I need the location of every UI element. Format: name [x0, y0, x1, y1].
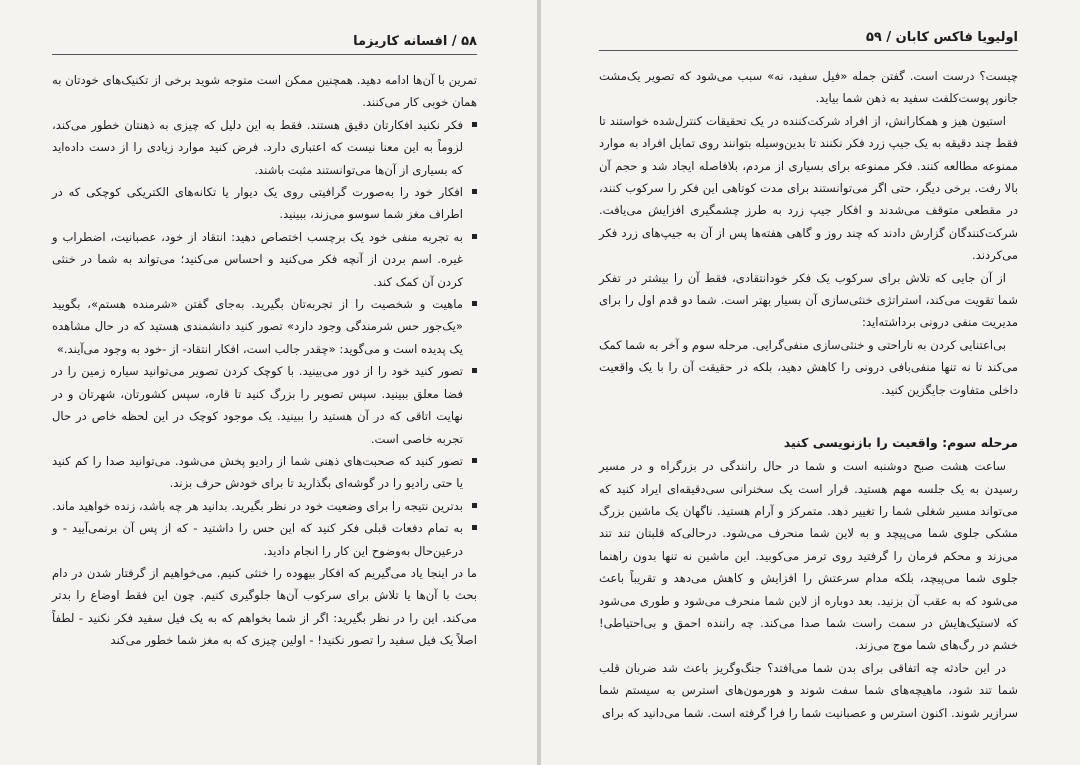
list-item: تصور کنید خود را از دور می‌بینید. با کوچک کردن تصویر می‌توانید سیاره زمین را در فضا معلق ببینید. سپس تصویر را بزرگ کنید تا قاره، سپس کشورتان، شهرتان و در نهایت اتاقی که در آن هستید را ببینید. یک موجود کوچک در این لحظه خاص در حال تجربه خاصی است.: [52, 360, 477, 450]
bullet-icon: [472, 122, 477, 127]
paragraph: ساعت هشت صبح دوشنبه است و شما در حال رانندگی در بزرگراه و در مسیر رسیدن به یک جلسه مهم هستید. قرار است یک سخنرانی سی‌دقیقه‌ای ایراد کنید که می‌تواند مسیر شغلی شما را تغییر دهد. متمرکز و آرام هستید. ناگهان یک ماشین بزرگ مشکی جلوی شما می‌پیچد و به لاین شما منحرف می‌شود. درحالی‌که قلبتان تند تند می‌زند و محکم فرمان را گرفتید روی ترمز می‌کوبید. این ماشین نه تنها بدون راهنما جلوی شما می‌پیچد، بلکه مدام سرعتش را افزایش و کاهش می‌دهد و تقریباً باعث می‌شود که به عقب آن بزنید. بعد دوباره از لاین شما منحرف می‌شود و طوری می‌شود که لاستیک‌هایش در سمت راست شما صدا می‌کند. چه راننده احمق و بی‌احتیاطی! خشم در رگ‌های شما موج می‌زند.: [599, 459, 1018, 653]
page-header: ۵۸ / افسانه کاریزما: [52, 34, 477, 55]
list-item: افکار خود را به‌صورت گرافیتی روی یک دیوار یا تکانه‌های الکتریکی کوچکی که در اطراف مغز شما سوسو می‌زند، ببینید.: [52, 181, 477, 226]
paragraph: ما در اینجا یاد می‌گیریم که افکار بیهوده را خنثی کنیم. می‌خواهیم از گرفتار شدن در دام بحث با آن‌ها یا تلاش برای سرکوب آن‌ها جلوگیری کنیم. چون این فقط اوضاع را بدتر می‌کند. این را در نظر بگیرید: اگر از شما بخواهم که به یک فیل سفید فکر نکنید - لطفاً اصلاً یک فیل سفید را تصور نکنید! - اولین چیزی که به مغز شما خطور می‌کند: [52, 565, 477, 648]
bullet-list: [52, 114, 477, 562]
list-item: به تجربه منفی خود یک برچسب اختصاص دهید: انتقاد از خود، عصبانیت، اضطراب و غیره. اسم بردن از آنچه فکر می‌کنید و احساس می‌کنید؛ می‌تواند به شما در خنثی کردن آن کمک کند.: [52, 226, 477, 293]
section-heading: مرحله سوم: واقعیت را بازنویسی کنید: [783, 435, 1018, 451]
bullet-icon: [472, 525, 477, 530]
list-item: بدترین نتیجه را برای وضعیت خود در نظر بگیرید. بدانید هر چه باشد، زنده خواهید ماند.: [52, 495, 477, 517]
paragraph: تمرین با آن‌ها ادامه دهید. همچنین ممکن است متوجه شوید برخی از تکنیک‌های خودتان به همان خوبی کار می‌کنند.: [52, 73, 477, 110]
paragraph: در این حادثه چه اتفاقی برای بدن شما می‌افتد؟ جنگ‌وگریز باعث شد ضربان قلب شما تند شود، ماهیچه‌های شما سفت شوند و هورمون‌های استرس به سیستم شما سرازیر شوند. اکنون استرس و عصبانیت شما را فرا گرفته است. شما می‌دانید که برای: [599, 660, 1018, 720]
bullet-icon: [472, 368, 477, 373]
bullet-icon: [472, 458, 477, 463]
paragraph: استیون هیز و همکارانش، از افراد شرکت‌کننده در یک تحقیقات کنترل‌شده خواستند تا فقط چند دقیقه به یک جیپ زرد فکر نکنند تا بدین‌وسیله بتوانند روی تمایل افراد به موارد ممنوعه مطالعه کنند. فکر ممنوعه برای بسیاری از مردم، بلافاصله ایجاد شد و حجم آن بالا رفت. برخی دیگر، حتی اگر می‌توانستند برای مدت کوتاهی این فکر را سرکوب کنند، در مقطعی متوقف می‌شدند و افکار جیپ زرد به طرز چشمگیری افزایش می‌یافت. شرکت‌کنندگان گزارش دادند که چند روز و گاهی هفته‌ها پس از آن به جیپ‌های زرد فکر می‌کردند.: [599, 113, 1018, 263]
paragraph: بی‌اعتنایی کردن به ناراحتی و خنثی‌سازی منفی‌گرایی. مرحله سوم و آخر به شما کمک می‌کند تا نه تنها منفی‌بافی درونی را کاهش دهید، بلکه در حقیقت آن را با یک واقعیت داخلی متفاوت جایگزین کنید.: [599, 337, 1018, 397]
bullet-icon: [472, 503, 477, 508]
list-item: ماهیت و شخصیت را از تجربه‌تان بگیرید. به‌جای گفتن «شرمنده هستم»، بگویید «یک‌جور حس شرمندگی وجود دارد» تصور کنید دانشمندی هستید که در حال مشاهده یک پدیده است و می‌گوید: «چقدر جالب است، افکار انتقاد- از -خود به وجود می‌آیند.»: [52, 293, 477, 360]
paragraph: از آن جایی که تلاش برای سرکوب یک فکر خودانتقادی، فقط آن را بیشتر در تفکر شما تقویت می‌کند، استراتژی خنثی‌سازی آن بسیار بهتر است. شما دو قدم اول را برای مدیریت منفی درونی برداشته‌اید:: [599, 270, 1018, 330]
paragraph: چیست؟ درست است. گفتن جمله «فیل سفید، نه» سبب می‌شود که تصویر یک‌مشت جانور پوست‌کلفت سفید به ذهن شما بیاید.: [599, 69, 1018, 106]
list-item: به تمام دفعات قبلی فکر کنید که این حس را داشتید - که از پس آن برنمی‌آیید - و درعین‌حال به‌وضوح این کار را انجام دادید.: [52, 517, 477, 562]
list-item: تصور کنید که صحبت‌های ذهنی شما از رادیو پخش می‌شود. می‌توانید صدا را کم کنید یا حتی رادیو را در گوشه‌ای بگذارید تا برای خودش حرف بزند.: [52, 450, 477, 495]
page-header: اولیویا فاکس کابان / ۵۹: [599, 30, 1018, 51]
left-page: [0, 0, 537, 765]
bullet-icon: [472, 301, 477, 306]
bullet-icon: [472, 234, 477, 239]
right-page: [541, 0, 1080, 765]
list-item: فکر نکنید افکارتان دقیق هستند. فقط به این دلیل که چیزی به ذهنتان خطور می‌کند، لزوماً به این معنا نیست که اعتباری دارد. فرض کنید موارد زیادی را از دست داده‌اید که بسیاری از آن‌ها می‌توانستند مثبت باشند.: [52, 114, 477, 181]
bullet-icon: [472, 189, 477, 194]
